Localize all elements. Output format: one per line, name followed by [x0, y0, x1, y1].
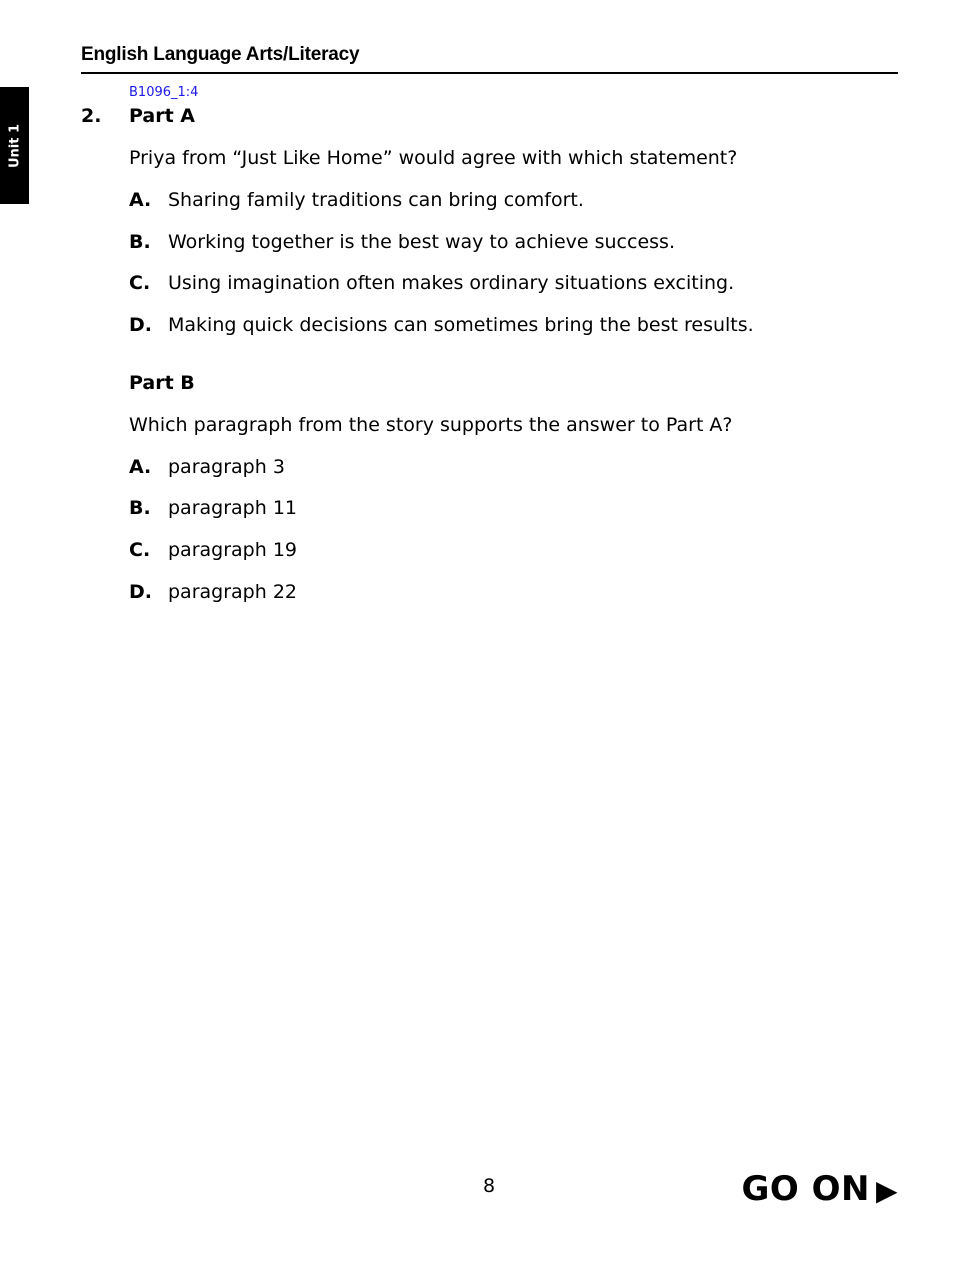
option-letter: C.	[129, 272, 151, 294]
unit-tab	[0, 87, 29, 204]
part-a-option-a[interactable]	[129, 189, 584, 211]
part-b-option-a[interactable]	[129, 456, 285, 478]
option-text: Working together is the best way to achieve success.	[168, 231, 675, 253]
option-letter: D.	[129, 314, 152, 336]
page-number: 8	[482, 1175, 496, 1197]
option-letter: B.	[129, 497, 151, 519]
part-a-option-c[interactable]	[129, 272, 734, 294]
go-on-label: GO ON	[741, 1169, 870, 1209]
part-a-heading: Part A	[129, 105, 196, 127]
item-code: B1096_1:4	[129, 85, 199, 100]
part-b-stem: Which paragraph from the story supports the answer to Part A?	[129, 414, 733, 436]
option-text: Making quick decisions can sometimes bring the best results.	[168, 314, 754, 336]
option-letter: B.	[129, 231, 151, 253]
part-a-option-d[interactable]	[129, 314, 754, 336]
arrow-right-icon: ▶	[875, 1174, 898, 1207]
part-b-option-d[interactable]	[129, 581, 297, 603]
header-title: English Language Arts/Literacy	[81, 44, 360, 65]
option-text: paragraph 22	[168, 581, 297, 603]
part-b-option-b[interactable]	[129, 497, 297, 519]
option-letter: C.	[129, 539, 151, 561]
header-divider	[81, 72, 898, 74]
option-text: Sharing family traditions can bring comfort.	[168, 189, 584, 211]
part-a-option-b[interactable]	[129, 231, 675, 253]
unit-tab-label: Unit 1	[7, 123, 22, 168]
part-a-stem: Priya from “Just Like Home” would agree with which statement?	[129, 147, 738, 169]
option-letter: A.	[129, 189, 152, 211]
part-b-heading: Part B	[129, 372, 195, 394]
option-text: paragraph 19	[168, 539, 297, 561]
go-on-indicator	[741, 1169, 898, 1209]
option-text: paragraph 3	[168, 456, 285, 478]
option-letter: A.	[129, 456, 152, 478]
part-b-option-c[interactable]	[129, 539, 297, 561]
option-letter: D.	[129, 581, 152, 603]
question-number: 2.	[81, 105, 102, 127]
option-text: Using imagination often makes ordinary situations exciting.	[168, 272, 735, 294]
option-text: paragraph 11	[168, 497, 297, 519]
